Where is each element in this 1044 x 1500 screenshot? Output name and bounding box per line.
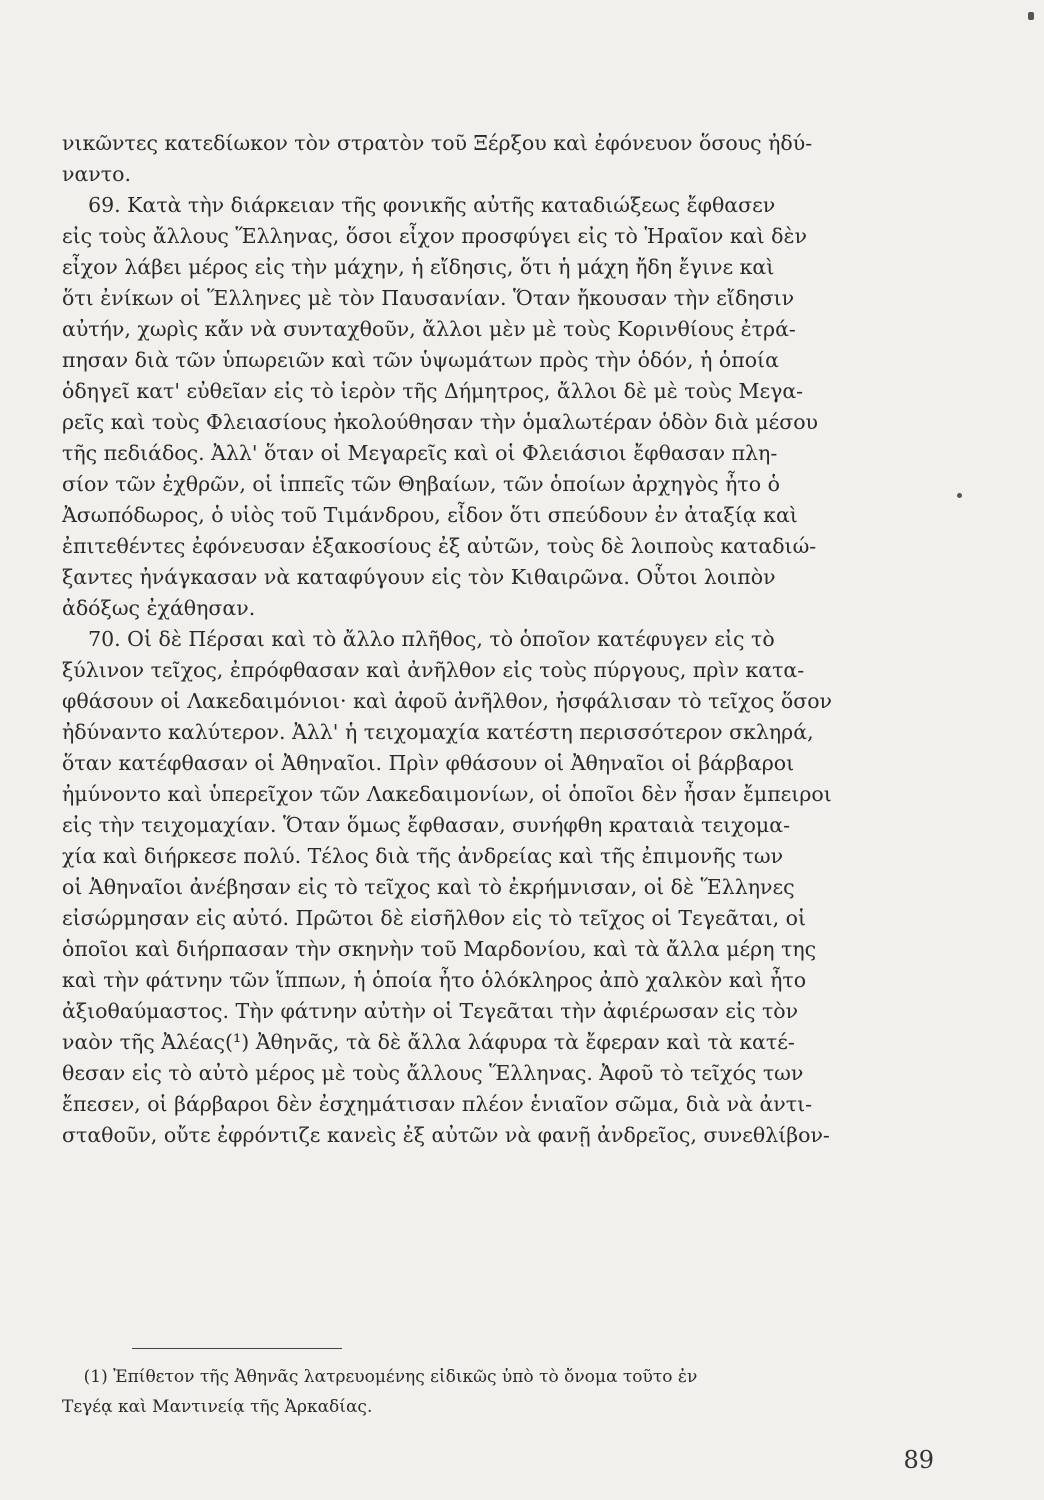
footnote-rule (132, 1348, 342, 1349)
text-line: οἱ Ἀθηναῖοι ἀνέβησαν εἰς τὸ τεῖχος καὶ τὸ ἐκρήμνισαν, οἱ δὲ Ἕλληνες (62, 875, 795, 899)
text-line: νικῶντες κατεδίωκον τὸν στρατὸν τοῦ Ξέρξου καὶ ἐφόνευον ὅσους ἠδύ- (62, 131, 813, 155)
text-line: 70. Οἱ δὲ Πέρσαι καὶ τὸ ἄλλο πλῆθος, τὸ ὁποῖον κατέφυγεν εἰς τὸ (62, 627, 775, 651)
text-line: εἰς τοὺς ἄλλους Ἕλληνας, ὅσοι εἶχον προσφύγει εἰς τὸ Ἡραῖον καὶ δὲν (62, 224, 807, 248)
text-line: σίον τῶν ἐχθρῶν, οἱ ἱππεῖς τῶν Θηβαίων, τῶν ὁποίων ἀρχηγὸς ἦτο ὁ (62, 472, 780, 496)
text-line: ἀξιοθαύμαστος. Τὴν φάτνην αὐτὴν οἱ Τεγεᾶται τὴν ἀφιέρωσαν εἰς τὸν (62, 999, 799, 1023)
text-line: χία καὶ διήρκεσε πολύ. Τέλος διὰ τῆς ἀνδρείας καὶ τῆς ἐπιμονῆς των (62, 844, 784, 868)
text-line: ξύλινον τεῖχος, ἐπρόφθασαν καὶ ἀνῆλθον εἰς τοὺς πύργους, πρὶν κατα- (62, 658, 805, 682)
text-line: εἶχον λάβει μέρος εἰς τὴν μάχην, ἡ εἴδησις, ὅτι ἡ μάχη ἤδη ἔγινε καὶ (62, 255, 775, 279)
text-line: 69. Κατὰ τὴν διάρκειαν τῆς φονικῆς αὐτῆς καταδιώξεως ἔφθασεν (62, 193, 776, 217)
text-line: εἰσώρμησαν εἰς αὐτό. Πρῶτοι δὲ εἰσῆλθον εἰς τὸ τεῖχος οἱ Τεγεᾶται, οἱ (62, 906, 807, 930)
text-line: ὅτι ἐνίκων οἱ Ἕλληνες μὲ τὸν Παυσανίαν. Ὅταν ἤκουσαν τὴν εἴδησιν (62, 286, 795, 310)
text-line: ἐπιτεθέντες ἐφόνευσαν ἑξακοσίους ἐξ αὐτῶν, τοὺς δὲ λοιποὺς καταδιώ- (62, 534, 817, 558)
page-number: 89 (903, 1446, 934, 1474)
text-line: καὶ τὴν φάτνην τῶν ἵππων, ἡ ὁποία ἦτο ὁλόκληρος ἀπὸ χαλκὸν καὶ ἦτο (62, 968, 807, 992)
text-line: θεσαν εἰς τὸ αὐτὸ μέρος μὲ τοὺς ἄλλους Ἕλληνας. Ἀφοῦ τὸ τεῖχός των (62, 1061, 804, 1085)
text-line: αὐτήν, χωρὶς κἄν νὰ συνταχθοῦν, ἄλλοι μὲν μὲ τοὺς Κορινθίους ἐτρά- (62, 317, 796, 341)
footnote-line: (1) Ἐπίθετον τῆς Ἀθηνᾶς λατρευομένης εἰδικῶς ὑπὸ τὸ ὄνομα τοῦτο ἐν (62, 1367, 698, 1387)
text-line: Ἀσωπόδωρος, ὁ υἱὸς τοῦ Τιμάνδρου, εἶδον ὅτι σπεύδουν ἐν ἀταξίᾳ καὶ (62, 503, 798, 527)
text-line: ὁποῖοι καὶ διήρπασαν τὴν σκηνὴν τοῦ Μαρδονίου, καὶ τὰ ἄλλα μέρη της (62, 937, 817, 961)
text-line: ὅταν κατέφθασαν οἱ Ἀθηναῖοι. Πρὶν φθάσουν οἱ Ἀθηναῖοι οἱ βάρβαροι (62, 751, 795, 775)
text-line: ξαντες ἠνάγκασαν νὰ καταφύγουν εἰς τὸν Κιθαιρῶνα. Οὗτοι λοιπὸν (62, 565, 776, 589)
text-line: σταθοῦν, οὔτε ἐφρόντιζε κανεὶς ἐξ αὐτῶν νὰ φανῇ ἀνδρεῖος, συνεθλίβον- (62, 1123, 830, 1147)
text-line: ἠμύνοντο καὶ ὑπερεῖχον τῶν Λακεδαιμονίων, οἱ ὁποῖοι δὲν ἦσαν ἔμπειροι (62, 782, 832, 806)
text-line: ναὸν τῆς Ἀλέας(¹) Ἀθηνᾶς, τὰ δὲ ἄλλα λάφυρα τὰ ἔφεραν καὶ τὰ κατέ- (62, 1030, 795, 1054)
body-text (62, 128, 942, 1151)
text-line: ἀδόξως ἐχάθησαν. (62, 596, 256, 620)
text-line: ὁδηγεῖ κατ' εὐθεῖαν εἰς τὸ ἱερὸν τῆς Δήμητρος, ἄλλοι δὲ μὲ τοὺς Μεγα- (62, 379, 804, 403)
text-line: τῆς πεδιάδος. Ἀλλ' ὅταν οἱ Μεγαρεῖς καὶ οἱ Φλειάσιοι ἔφθασαν πλη- (62, 441, 778, 465)
footnote (62, 1362, 942, 1422)
text-line: πησαν διὰ τῶν ὑπωρειῶν καὶ τῶν ὑψωμάτων πρὸς τὴν ὁδόν, ἡ ὁποία (62, 348, 779, 372)
text-line: ρεῖς καὶ τοὺς Φλειασίους ἠκολούθησαν τὴν ὁμαλωτέραν ὁδὸν διὰ μέσου (62, 410, 819, 434)
text-line: ἠδύναντο καλύτερον. Ἀλλ' ἡ τειχομαχία κατέστη περισσότερον σκληρά, (62, 720, 814, 744)
text-line: ἔπεσεν, οἱ βάρβαροι δὲν ἐσχημάτισαν πλέον ἑνιαῖον σῶμα, διὰ νὰ ἀντι- (62, 1092, 813, 1116)
text-line: φθάσουν οἱ Λακεδαιμόνιοι· καὶ ἀφοῦ ἀνῆλθον, ἠσφάλισαν τὸ τεῖχος ὅσον (62, 689, 833, 713)
footnote-line: Τεγέᾳ καὶ Μαντινείᾳ τῆς Ἀρκαδίας. (62, 1397, 373, 1417)
text-line: εἰς τὴν τειχομαχίαν. Ὅταν ὅμως ἔφθασαν, συνήφθη κραταιὰ τειχομα- (62, 813, 791, 837)
text-line: ναντο. (62, 162, 131, 186)
scan-speck (1028, 12, 1034, 20)
margin-dot (957, 493, 962, 498)
